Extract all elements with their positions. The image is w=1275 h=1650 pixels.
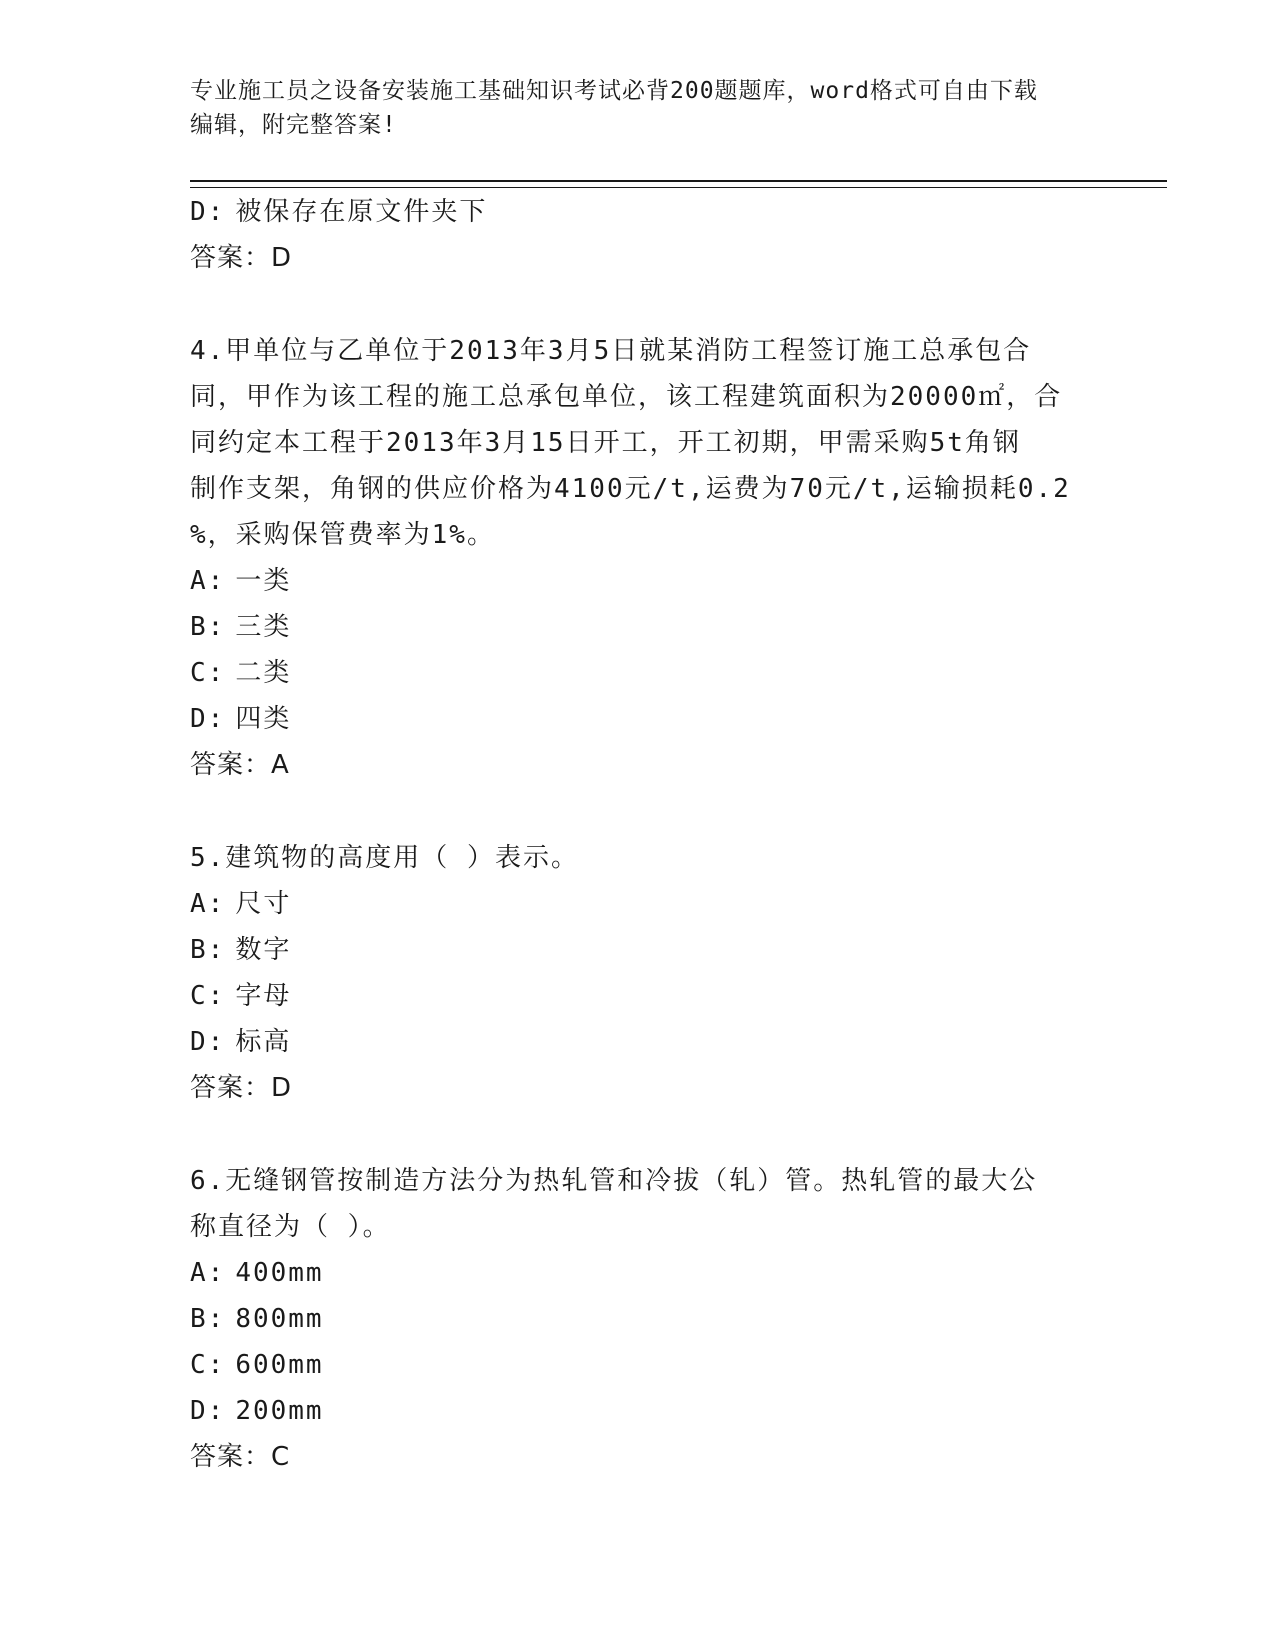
option-label: B: [190, 1304, 226, 1334]
question-4 [190, 328, 1090, 788]
option-label: C: [190, 981, 226, 1011]
option-text: 三类 [235, 612, 292, 642]
question-stem-line: 同约定本工程于2013年3月15日开工，开工初期，甲需采购5t角钢 [190, 428, 1021, 458]
question-stem-line: 同，甲作为该工程的施工总承包单位，该工程建筑面积为20000㎡，合 [190, 382, 1063, 412]
option-text: 200mm [235, 1396, 324, 1426]
question-stem-line: 称直径为（ ）。 [190, 1212, 391, 1242]
option-label: D: [190, 704, 226, 734]
header-title-line-1: 专业施工员之设备安装施工基础知识考试必背200题题库，word格式可自由下载 [190, 78, 1038, 104]
option-label: A: [190, 889, 226, 919]
answer-line: 答案：C [190, 1442, 291, 1472]
question-6 [190, 1158, 1090, 1480]
option-text: 600mm [235, 1350, 324, 1380]
option-label: C: [190, 658, 226, 688]
option-a [190, 1250, 1090, 1296]
option-label: C: [190, 1350, 226, 1380]
option-label: D: [190, 1396, 226, 1426]
option-c [190, 1342, 1090, 1388]
document-header [190, 74, 1090, 142]
question-stem-line: 4.甲单位与乙单位于2013年3月5日就某消防工程签订施工总承包合 [190, 336, 1032, 366]
option-text: 二类 [235, 658, 292, 688]
option-a [190, 881, 1090, 927]
question-stem-line: 6.无缝钢管按制造方法分为热轧管和冷拔（轧）管。热轧管的最大公 [190, 1166, 1038, 1196]
option-label: A: [190, 1258, 226, 1288]
header-title-line-2: 编辑，附完整答案! [190, 112, 397, 138]
option-text: 800mm [235, 1304, 324, 1334]
option-text: 字母 [235, 981, 292, 1011]
option-d [190, 1019, 1090, 1065]
spacer [190, 281, 1090, 328]
option-d [190, 1388, 1090, 1434]
option-b [190, 604, 1090, 650]
spacer [190, 788, 1090, 835]
option-text: 尺寸 [235, 889, 292, 919]
option-d [190, 189, 1090, 235]
option-label: B: [190, 612, 226, 642]
answer-line: 答案：D [190, 243, 293, 273]
option-text: 一类 [235, 566, 292, 596]
option-label: A: [190, 566, 226, 596]
header-divider [190, 180, 1167, 188]
option-text: 标高 [235, 1027, 292, 1057]
option-d [190, 696, 1090, 742]
question-5 [190, 835, 1090, 1111]
option-b [190, 927, 1090, 973]
option-a [190, 558, 1090, 604]
option-text: 数字 [235, 935, 292, 965]
option-label: B: [190, 935, 226, 965]
option-c [190, 973, 1090, 1019]
question-stem-line: 制作支架，角钢的供应价格为4100元/t,运费为70元/t,运输损耗0.2 [190, 474, 1071, 504]
option-c [190, 650, 1090, 696]
option-b [190, 1296, 1090, 1342]
option-label: D: [190, 197, 226, 227]
spacer [190, 1111, 1090, 1158]
option-text: 四类 [235, 704, 292, 734]
answer-line: 答案：D [190, 1073, 293, 1103]
document-body [190, 189, 1090, 1480]
option-text: 被保存在原文件夹下 [235, 197, 488, 227]
option-text: 400mm [235, 1258, 324, 1288]
question-stem-line: 5.建筑物的高度用（ ）表示。 [190, 843, 579, 873]
answer-line: 答案：A [190, 750, 290, 780]
question-stem-line: %，采购保管费率为1%。 [190, 520, 495, 550]
option-label: D: [190, 1027, 226, 1057]
